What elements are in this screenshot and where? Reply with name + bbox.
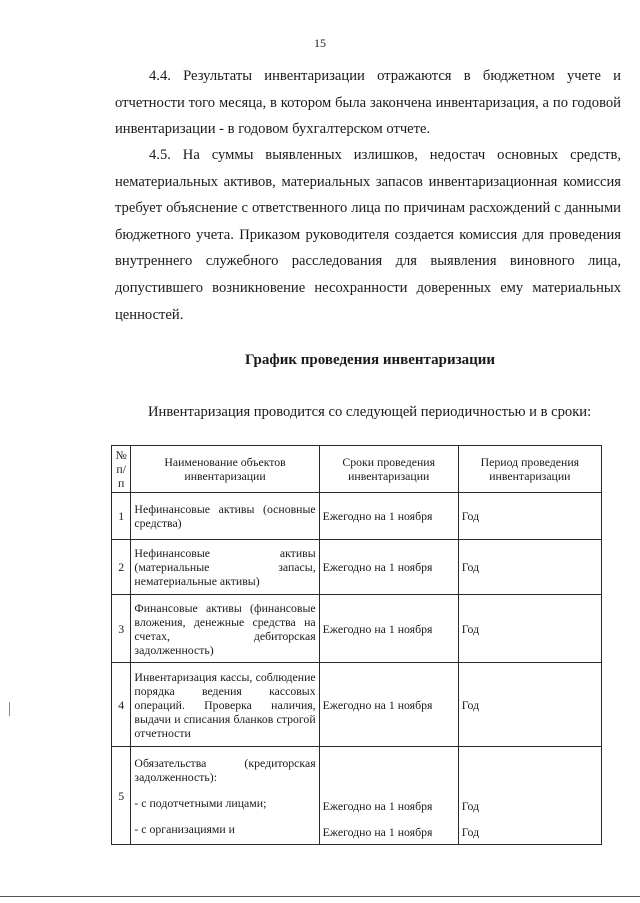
- table-row: [112, 747, 602, 845]
- row-term-sub-2: Ежегодно на 1 ноября: [322, 824, 433, 839]
- header-term: Сроки проведения инвентаризации: [319, 446, 458, 493]
- row-period-sub-2: Год: [461, 824, 480, 839]
- row-term: Ежегодно на 1 ноября: [319, 540, 458, 595]
- row-name: [131, 747, 319, 845]
- table-row: [112, 540, 602, 595]
- row-name: Инвентаризация кассы, соблюдение порядка ведения кассовых операций. Проверка наличия, выдачи и списания бланков строгой отчетности: [131, 663, 319, 747]
- page-number: 15: [314, 36, 326, 50]
- row-period: Год: [458, 540, 601, 595]
- margin-mark: [9, 702, 10, 716]
- row-name-sub-2: - с организациями и: [134, 821, 235, 836]
- row-num: 5: [112, 747, 131, 845]
- row-period: Год: [458, 595, 601, 663]
- row-period: [458, 747, 601, 845]
- row-name: Нефинансовые активы (основные средства): [131, 493, 319, 540]
- header-name: Наименование объектов инвентаризации: [131, 446, 319, 493]
- row-term: [319, 747, 458, 845]
- row-term: Ежегодно на 1 ноября: [319, 595, 458, 663]
- row-name-main: Обязательства (кредиторская задолженность):: [134, 755, 316, 784]
- inventory-schedule-table: [111, 445, 602, 845]
- row-period-sub-1: Год: [461, 798, 480, 813]
- paragraph-4-5: 4.5. На суммы выявленных излишков, недостач основных средств, нематериальных активов, материальных запасов инвентаризационная комиссия требует объяснение с ответственного лица по причинам расхождений с данными бюджетного учета. Приказом руководителя создается комиссия для проведения внутреннего служебного расследования для выявления виновного лица, допустившего возникновение несохранности доверенных ему материальных ценностей.: [115, 147, 621, 323]
- row-name: Нефинансовые активы (материальные запасы, нематериальные активы): [131, 540, 319, 595]
- row-period: Год: [458, 663, 601, 747]
- row-name: Финансовые активы (финансовые вложения, денежные средства на счетах, дебиторская задолженность): [131, 595, 319, 663]
- table-row: [112, 595, 602, 663]
- footer-line: [0, 896, 640, 897]
- header-period: Период проведения инвентаризации: [458, 446, 601, 493]
- row-num: 2: [112, 540, 131, 595]
- header-num: № п/п: [112, 446, 131, 493]
- table-row: [112, 493, 602, 540]
- section-title: График проведения инвентаризации: [244, 352, 496, 368]
- row-term-sub-1: Ежегодно на 1 ноября: [322, 798, 433, 813]
- table-row: [112, 663, 602, 747]
- table-header-row: [112, 446, 602, 493]
- paragraph-4-4: 4.4. Результаты инвентаризации отражаются в бюджетном учете и отчетности того месяца, в котором была закончена инвентаризация, а по годовой инвентаризации - в годовом бухгалтерском отчете.: [115, 68, 621, 138]
- intro-text: Инвентаризация проводится со следующей периодичностью и в сроки:: [148, 404, 592, 420]
- row-term: Ежегодно на 1 ноября: [319, 493, 458, 540]
- row-num: 1: [112, 493, 131, 540]
- row-period: Год: [458, 493, 601, 540]
- row-name-sub-1: - с подотчетными лицами;: [134, 795, 267, 810]
- row-term: Ежегодно на 1 ноября: [319, 663, 458, 747]
- row-num: 3: [112, 595, 131, 663]
- row-num: 4: [112, 663, 131, 747]
